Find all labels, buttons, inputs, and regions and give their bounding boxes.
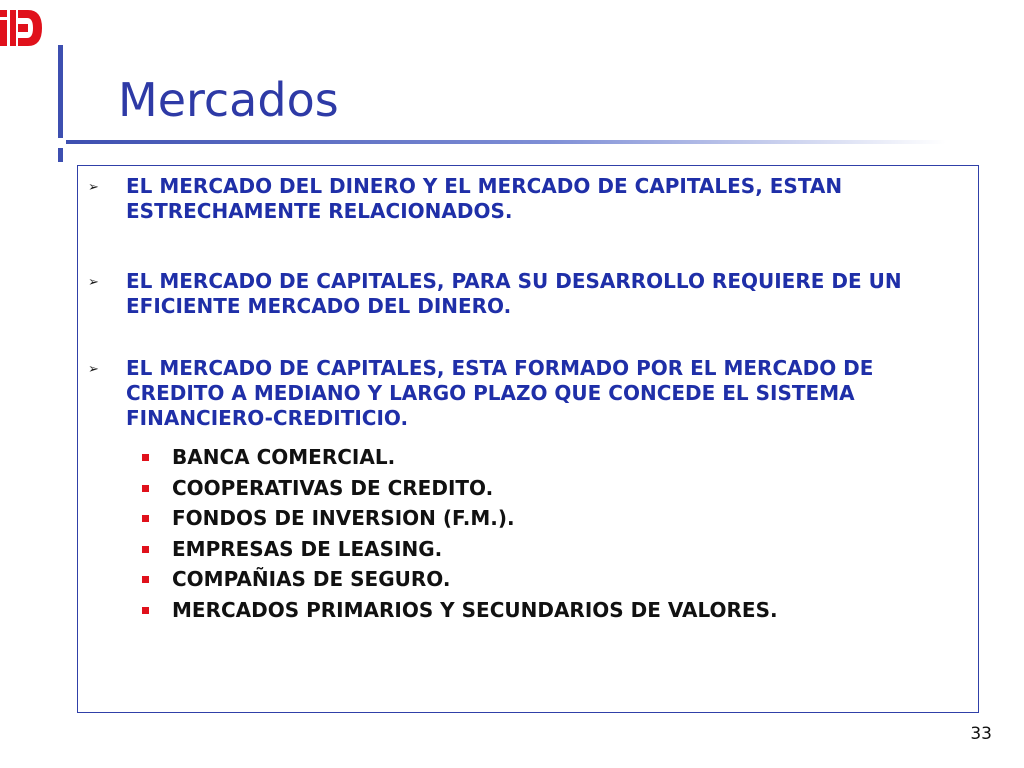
sub-list-item: [142, 564, 778, 595]
sub-list: [142, 442, 778, 625]
sub-list-item: [142, 534, 778, 565]
bullet-item: [88, 356, 958, 431]
title-underline: [66, 140, 946, 144]
sub-item-text: COMPAÑIAS DE SEGURO.: [172, 567, 451, 591]
square-bullet-icon: [142, 485, 149, 492]
square-bullet-icon: [142, 607, 149, 614]
content-box: [77, 165, 979, 713]
sub-item-text: FONDOS DE INVERSION (F.M.).: [172, 506, 515, 530]
sub-list-item: [142, 442, 778, 473]
page-number: 33: [970, 724, 992, 744]
arrow-bullet-icon: ➢: [88, 362, 99, 377]
bullet-text: EL MERCADO DE CAPITALES, PARA SU DESARROLLO REQUIERE DE UN EFICIENTE MERCADO DEL DINERO.: [126, 269, 902, 318]
sub-item-text: COOPERATIVAS DE CREDITO.: [172, 475, 494, 500]
sub-item-text: EMPRESAS DE LEASING.: [172, 536, 443, 561]
sub-list-item: [142, 503, 778, 534]
bullet-item: [88, 174, 958, 224]
sub-list-item: [142, 595, 778, 626]
accent-bar: [58, 45, 63, 138]
bullet-item: [88, 269, 958, 319]
sub-item-text: BANCA COMERCIAL.: [172, 445, 396, 469]
square-bullet-icon: [142, 515, 149, 522]
square-bullet-icon: [142, 576, 149, 583]
square-bullet-icon: [142, 454, 149, 461]
sub-item-text: MERCADOS PRIMARIOS Y SECUNDARIOS DE VALORES.: [172, 597, 778, 622]
slide-title: Mercados: [118, 73, 339, 127]
square-bullet-icon: [142, 546, 149, 553]
brand-logo-icon: [0, 10, 42, 46]
sub-list-item: [142, 473, 778, 504]
accent-bar-small: [58, 148, 63, 162]
bullet-text: EL MERCADO DE CAPITALES, ESTA FORMADO POR EL MERCADO DE CREDITO A MEDIANO Y LARGO PLAZO QUE CONCEDE EL SISTEMA FINANCIERO-CREDITICIO.: [126, 356, 874, 430]
arrow-bullet-icon: ➢: [88, 180, 99, 195]
bullet-text: EL MERCADO DEL DINERO Y EL MERCADO DE CAPITALES, ESTAN ESTRECHAMENTE RELACIONADOS.: [126, 174, 843, 223]
arrow-bullet-icon: ➢: [88, 275, 99, 290]
